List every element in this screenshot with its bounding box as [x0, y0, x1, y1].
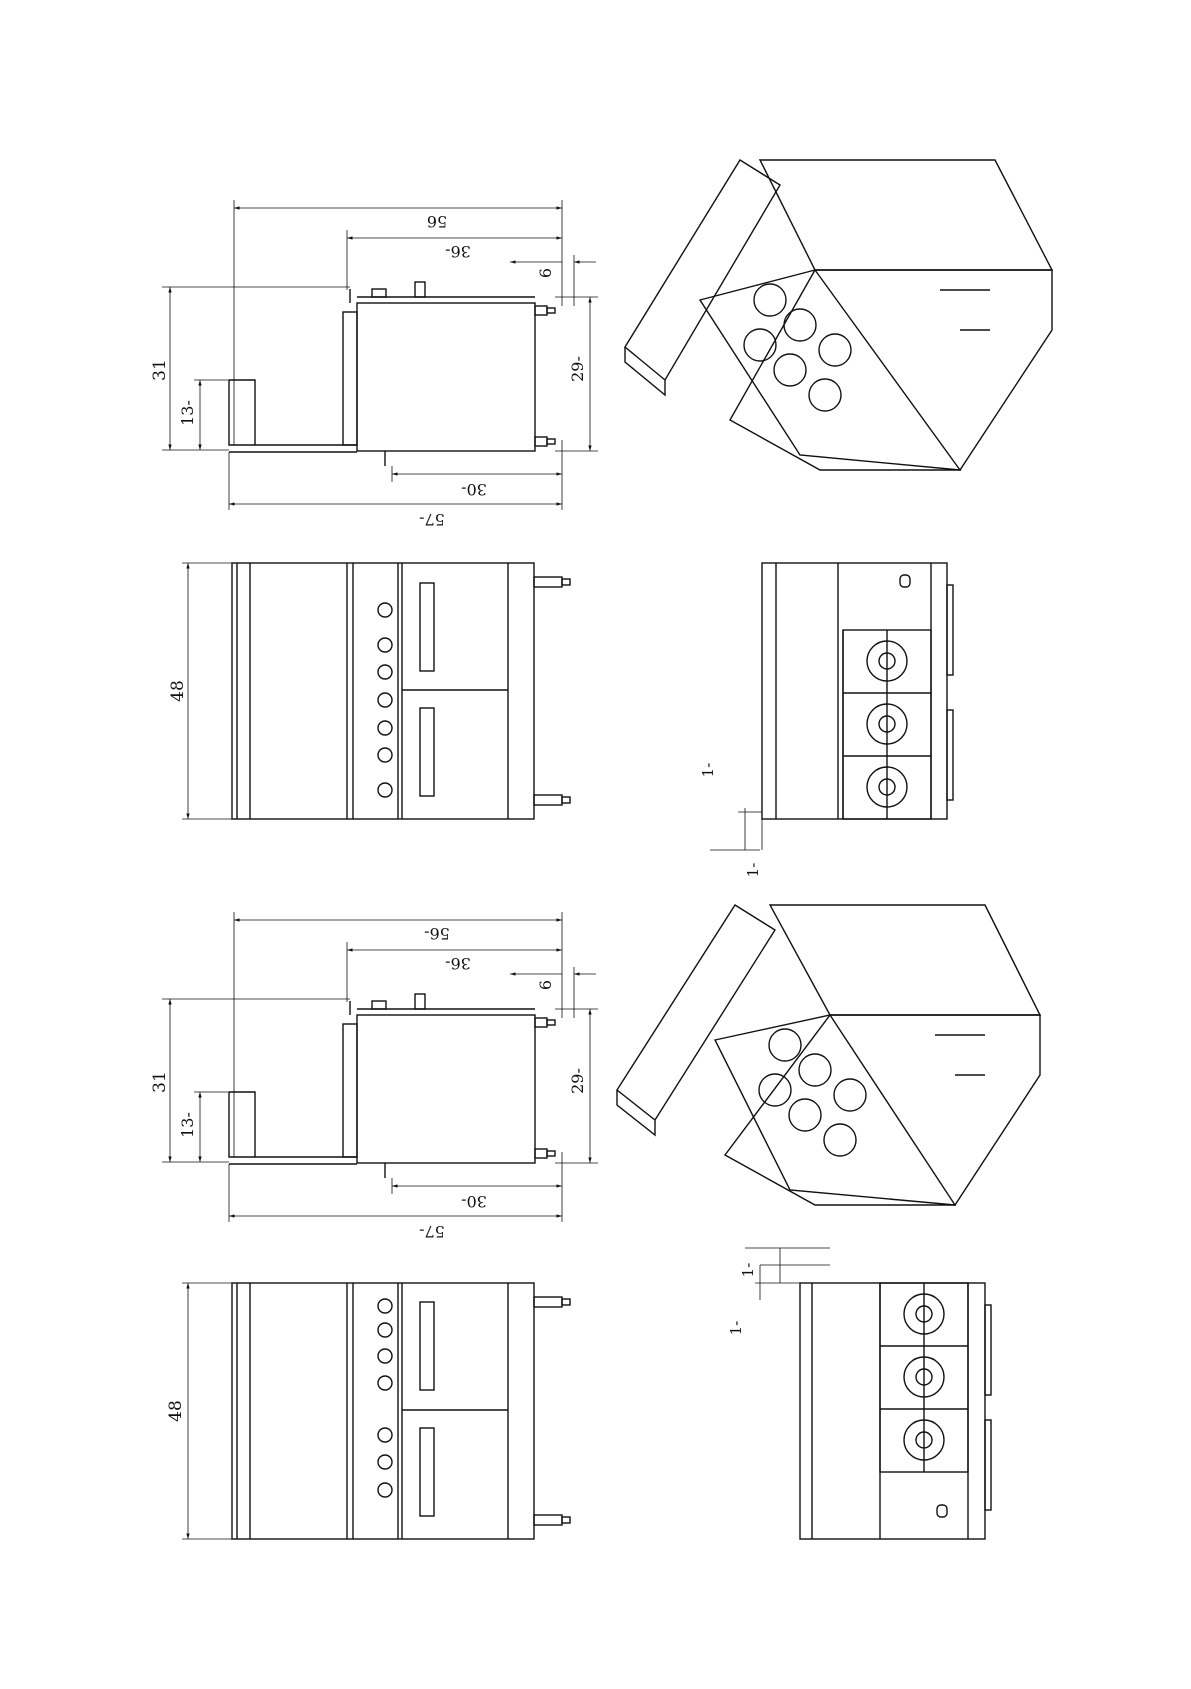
side-body [357, 303, 535, 451]
dim-30: 30- [461, 480, 487, 499]
oven-door-handle [420, 708, 434, 796]
dim-1b: 1- [744, 862, 762, 878]
dim-31: 31 [150, 359, 170, 381]
knob-row [378, 603, 392, 797]
oven-door-handle [420, 583, 434, 671]
dim-6: 6 [536, 979, 555, 991]
dim-36: 36- [445, 954, 471, 973]
dim-6: 6 [536, 267, 555, 279]
oven-door-handle [420, 1302, 434, 1390]
dim-56: 56 [426, 212, 448, 231]
upper-front-view [168, 563, 570, 819]
knob-row [378, 1299, 392, 1497]
lower-front-view [166, 1283, 570, 1539]
dim-1b: 1- [727, 1320, 745, 1336]
oven-door-handle [420, 1428, 434, 1516]
lower-isometric-view [617, 905, 1040, 1205]
dim-13: 13- [178, 1112, 197, 1138]
dim-29: 29- [568, 356, 587, 382]
upper-side-view [150, 200, 598, 529]
iso-burners [759, 1029, 866, 1156]
upper-isometric-view [625, 160, 1052, 470]
dim-31: 31 [150, 1071, 170, 1093]
dim-1a: 1- [739, 1262, 757, 1278]
dim-36: 36- [445, 242, 471, 261]
dim-57: 57- [419, 1222, 445, 1241]
dim-56: 56- [424, 924, 450, 943]
upper-top-view [699, 563, 953, 877]
burner-grate-grid [843, 630, 931, 819]
dim-1a: 1- [699, 762, 717, 778]
dim-57: 57- [419, 510, 445, 529]
dim-30: 30- [461, 1192, 487, 1211]
burner-grate-grid [880, 1283, 968, 1472]
dim-13: 13- [178, 400, 197, 426]
dim-48: 48 [166, 1400, 186, 1422]
dim-48: 48 [168, 680, 188, 702]
lower-top-view [727, 1248, 991, 1539]
dim-29: 29- [568, 1068, 587, 1094]
lower-side-view [150, 912, 598, 1241]
